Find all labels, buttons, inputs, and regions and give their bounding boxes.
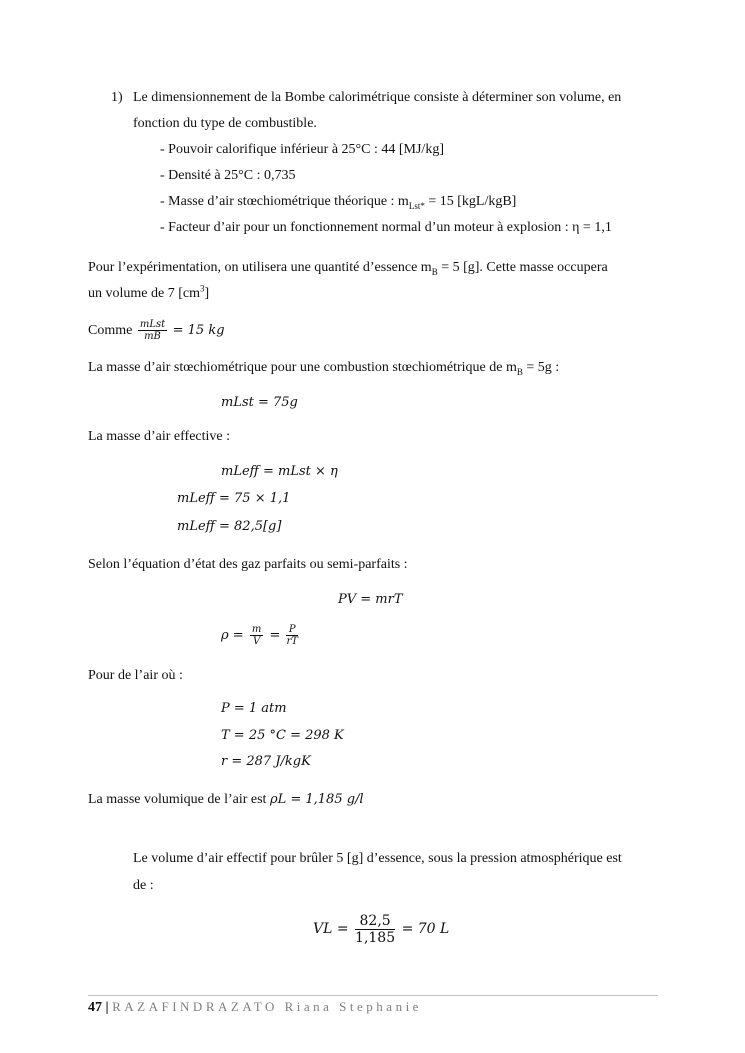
air-density-line: La masse volumique de l’air est ρL = 1,185 g/l [88,792,364,807]
volume-equation: VL = $\frac{82,5}{1,185}$ = 70 L [313,912,450,946]
volume-line-1: Le volume d’air effectif pour brûler 5 [g] d’essence, sous la pression atmosphérique est [133,851,622,866]
item-line-1: Le dimensionnement de la Bombe calorimétrique consiste à déterminer son volume, en [133,90,622,105]
temperature-value: T = 25 °C = 298 K [221,728,344,743]
page-number: 47 [88,1000,102,1015]
gas-text: Selon l’équation d’état des gaz parfaits ou semi-parfaits : [88,557,408,572]
comme-equation: Comme $\frac{\text{mLst}}{mB}$ = 15 kg [88,319,225,343]
gas-constant-value: r = 287 J/kgK [221,754,311,769]
volume-fraction: $\frac{82,5}{1,185}$ [355,912,396,946]
stoich-equation: mLst = 75g [221,395,298,410]
para-line-1: Pour l’expérimentation, on utilisera une quantité d’essence $m_B = 5$ [g]. Cette masse occupera [88,260,608,277]
effective-eq-3: mLeff = 82,5[g] [177,519,282,534]
air-text: Pour de l’air où : [88,668,183,683]
bullet-stoich-mass: - Masse d’air stœchiométrique théorique : $m_{Lst*} = 15$ [kgL/kgB] [160,194,517,211]
stoich-text: La masse d’air stœchiométrique pour une combustion stœchiométrique de $m_B = 5g$ : [88,360,560,377]
m-over-v-fraction: $\frac{m}{V}$ [251,624,262,647]
p-over-rt-fraction: $\frac{P}{rT}$ [286,624,298,647]
effective-eq-2: mLeff = 75 × 1,1 [177,491,291,506]
effective-eq-1: mLeff = mLst × η [221,464,338,479]
ideal-gas-equation: PV = mrT [338,592,403,607]
page-footer [88,999,422,1016]
pressure-value: P = 1 atm [221,701,287,716]
author-name: RAZAFINDRAZATO Riana Stephanie [112,999,422,1014]
density-equation: ρ = $\frac{m}{V}$ = $\frac{P}{rT}$ [221,624,298,647]
volume-line-2: de : [133,878,154,893]
footer-divider [88,995,658,996]
effective-text: La masse d’air effective : [88,429,231,444]
ratio-fraction: $\frac{\text{mLst}}{mB}$ [139,319,166,343]
bullet-air-factor: - Facteur d’air pour un fonctionnement normal d’un moteur à explosion : η = 1,1 [160,220,612,235]
para-line-2: un volume de 7 $[cm^3]$ [88,283,210,301]
footer-separator: | [105,1000,109,1015]
bullet-pci: - Pouvoir calorifique inférieur à 25°C : 44 [MJ/kg] [160,142,444,157]
bullet-density: - Densité à 25°C : 0,735 [160,168,296,183]
list-marker: 1) [111,90,123,105]
item-line-2: fonction du type de combustible. [133,116,317,131]
